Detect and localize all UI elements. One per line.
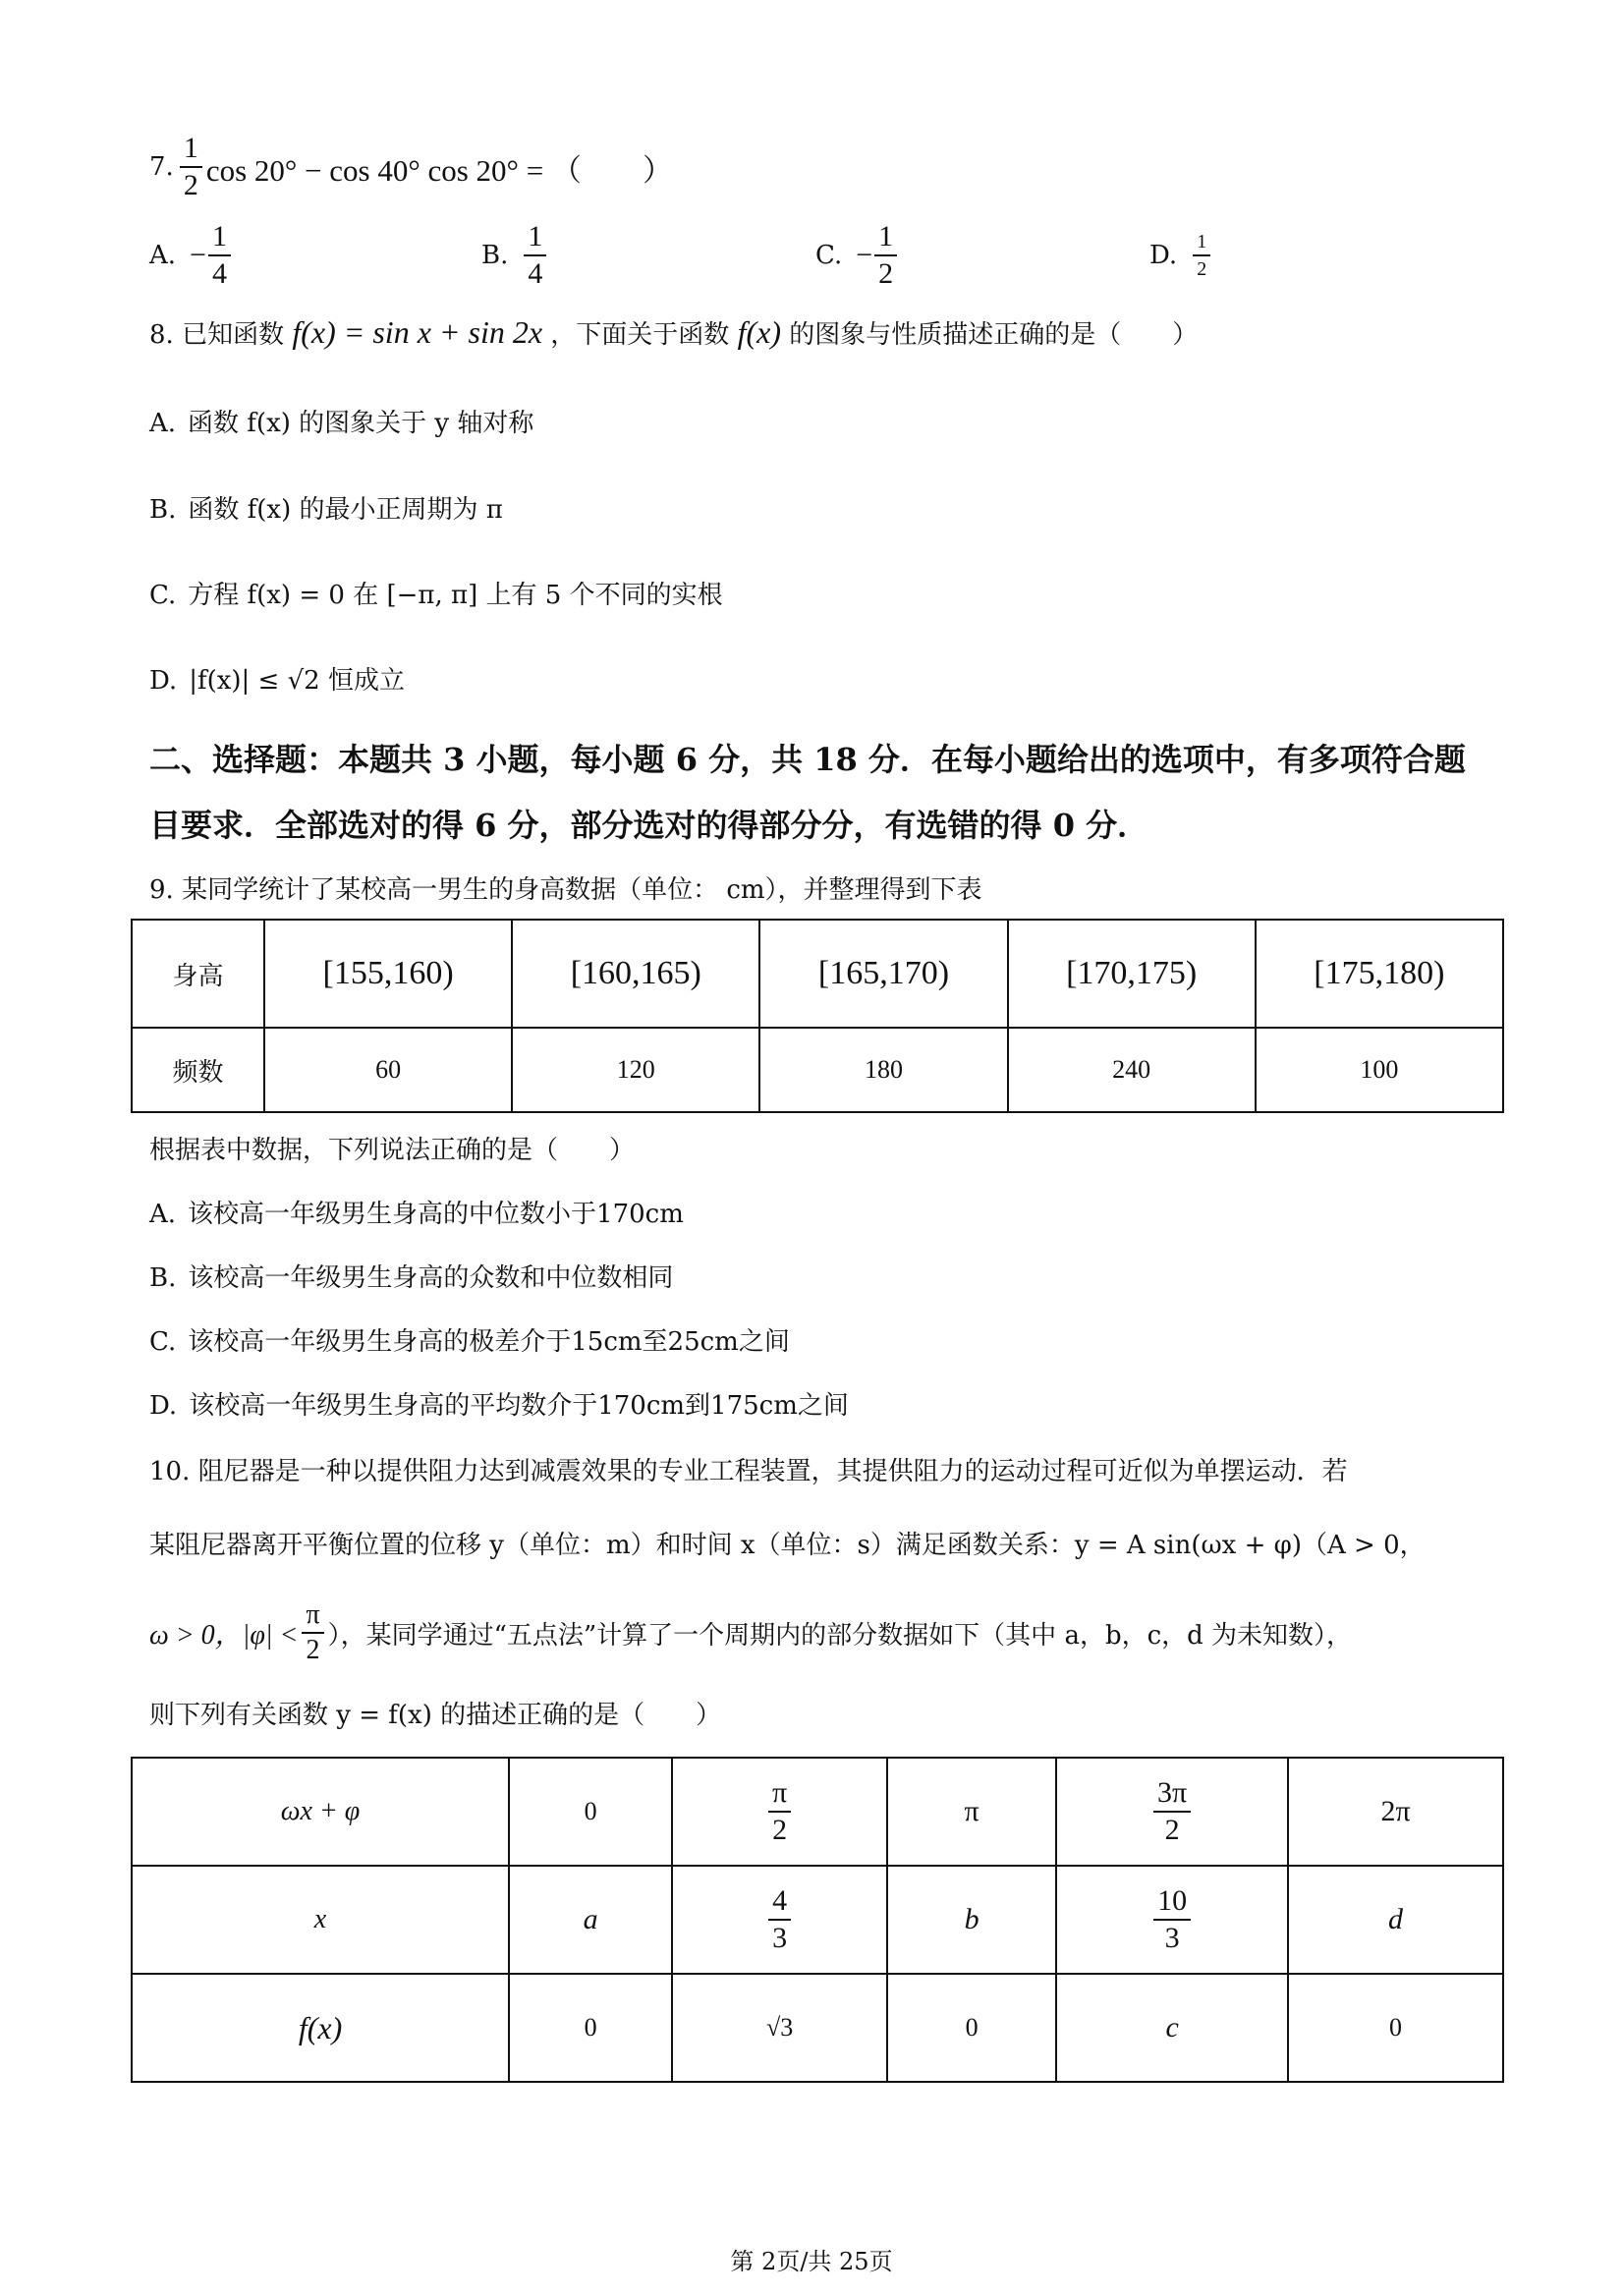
q9-table (131, 919, 1504, 1113)
q10-cell (509, 1974, 672, 2082)
q10-cell (672, 1866, 887, 1974)
q10-cell-value: 0 (1389, 2013, 1403, 2042)
q10-cell-num: 3π (1153, 1778, 1191, 1813)
q10-cell-value: π (964, 1795, 979, 1827)
q10-row-x (132, 1866, 1503, 1974)
q9-question: 根据表中数据，下列说法正确的是（ ） (149, 1136, 636, 1165)
q7-option (481, 211, 546, 300)
q10-cell-fraction (768, 1778, 791, 1845)
q10-cell-value: 0 (584, 1797, 597, 1825)
q10-header-x: x (132, 1866, 509, 1974)
q8-stem-math: f(x) = sin x + sin 2x (292, 314, 543, 350)
q10-header-fx: f(x) (132, 1974, 509, 2082)
option-label: A. (149, 241, 177, 270)
q10-cell (1056, 1758, 1288, 1866)
option-fraction (874, 222, 897, 289)
q9-option (149, 1258, 673, 1294)
option-label: C. (149, 581, 177, 610)
option-fraction (524, 222, 546, 289)
option-frac-den: 4 (528, 257, 543, 290)
option-label: C. (149, 1327, 177, 1357)
q7-frac-num: 1 (180, 134, 202, 168)
q7-number: 7. (149, 152, 174, 182)
section2-line2: 目要求．全部选对的得 6 分，部分选对的得部分分，有选错的得 0 分． (149, 807, 1149, 844)
q10-line3-b: ），某同学通过“五点法”计算了一个周期内的部分数据如下（其中 a，b，c，d 为未知数）， (327, 1620, 1353, 1651)
q9-table-header-height: 身高 (132, 920, 264, 1028)
option-fraction (1193, 232, 1210, 279)
q10-cell (887, 1866, 1056, 1974)
q10-line3 (149, 1594, 1352, 1672)
q9-interval: [155,160) (264, 920, 512, 1028)
q10-cell-fraction (1153, 1778, 1191, 1845)
option-fraction (208, 222, 231, 289)
option-text: 方程 f(x) = 0 在 [−π, π] 上有 5 个不同的实根 (188, 581, 723, 610)
q9-interval: [165,170) (759, 920, 1007, 1028)
q10-line2: 某阻尼器离开平衡位置的位移 y（单位：m）和时间 x（单位：s）满足函数关系：y = A sin(ωx + φ)（A > 0， (149, 1531, 1426, 1560)
q10-pi-over-2 (302, 1601, 323, 1664)
option-label: D. (149, 1391, 178, 1421)
q8-stem-math2: f(x) (737, 314, 781, 350)
q10-line3-a: ω > 0，|φ| < (149, 1620, 299, 1651)
q8-stem-c: 的图象与性质描述正确的是（ ） (789, 320, 1199, 350)
q10-cell (1056, 1974, 1288, 2082)
q9-interval: [160,165) (512, 920, 759, 1028)
option-sign: − (856, 239, 873, 271)
q8-option (149, 403, 533, 439)
q7-option (815, 211, 897, 300)
q10-cell-fraction (768, 1886, 791, 1953)
q10-cell-value: b (964, 1903, 979, 1935)
q9-option (149, 1194, 684, 1230)
q10-cell-den: 2 (772, 1814, 788, 1846)
option-label: A. (149, 409, 177, 438)
option-label: B. (149, 1263, 177, 1293)
q8-option (149, 660, 405, 697)
q10-cell-value: c (1165, 2011, 1179, 2044)
q9-option (149, 1321, 790, 1358)
q8-stem (149, 314, 1198, 351)
q9-stem: 9. 某同学统计了某校高一男生的身高数据（单位： cm），并整理得到下表 (149, 875, 982, 905)
q10-line4: 则下列有关函数 y = f(x) 的描述正确的是（ ） (149, 1701, 722, 1730)
q10-cell-value: √3 (765, 2013, 794, 2042)
q9-option (149, 1385, 849, 1422)
q7-stem (149, 128, 673, 206)
option-text: 该校高一年级男生身高的极差介于15cm至25cm之间 (188, 1327, 790, 1357)
q7-option (1149, 211, 1210, 300)
q9-count: 120 (512, 1028, 759, 1112)
q10-cell (1288, 1974, 1503, 2082)
option-frac-den: 4 (211, 257, 227, 290)
option-label: B. (149, 495, 177, 525)
q10-cell-fraction (1153, 1886, 1191, 1953)
q7-option (149, 211, 231, 300)
q10-cell-num: 10 (1153, 1886, 1191, 1921)
q10-header-phase: ωx + φ (132, 1758, 509, 1866)
q10-cell (1056, 1866, 1288, 1974)
q10-cell-num: π (768, 1778, 791, 1813)
q10-cell (672, 1974, 887, 2082)
section2-line1: 二、选择题：本题共 3 小题，每小题 6 分，共 18 分．在每小题给出的选项中，有多项符合题 (149, 741, 1466, 778)
option-frac-den: 2 (878, 257, 894, 290)
option-frac-num: 1 (208, 222, 231, 256)
option-sign: − (190, 239, 206, 271)
q9-count: 100 (1256, 1028, 1503, 1112)
q10-row-phase (132, 1758, 1503, 1866)
option-label: B. (481, 241, 509, 270)
q10-cell-den: 3 (1164, 1922, 1180, 1954)
q10-cell-den: 3 (772, 1922, 788, 1954)
q10-cell (1288, 1758, 1503, 1866)
q10-cell-value: d (1388, 1903, 1404, 1935)
option-frac-num: 1 (1193, 232, 1210, 256)
q7-frac-den: 2 (183, 169, 198, 201)
q9-count: 240 (1008, 1028, 1256, 1112)
option-text: 函数 f(x) 的图象关于 y 轴对称 (188, 409, 534, 438)
q8-stem-b: ，下面关于函数 (550, 320, 730, 350)
q10-cell-value: 0 (584, 2013, 597, 2042)
option-text: |f(x)| ≤ √2 恒成立 (189, 666, 405, 696)
option-label: C. (815, 241, 843, 270)
option-label: A. (149, 1200, 177, 1229)
q10-cell (509, 1758, 672, 1866)
q10-cell-den: 2 (1164, 1814, 1180, 1846)
q9-count: 180 (759, 1028, 1007, 1112)
q10-cell (1288, 1866, 1503, 1974)
q10-line1: 10. 阻尼器是一种以提供阻力达到减震效果的专业工程装置，其提供阻力的运动过程可近似为单摆运动．若 (149, 1457, 1348, 1486)
q10-frac-den: 2 (306, 1635, 320, 1665)
option-text: 函数 f(x) 的最小正周期为 π (188, 495, 503, 525)
option-label: D. (1149, 241, 1178, 270)
q8-stem-a: 8. 已知函数 (149, 320, 285, 350)
option-text: 该校高一年级男生身高的众数和中位数相同 (188, 1263, 674, 1293)
q9-interval: [170,175) (1008, 920, 1256, 1028)
option-frac-num: 1 (874, 222, 897, 256)
q10-cell-value: 2π (1380, 1795, 1411, 1827)
option-text: 该校高一年级男生身高的平均数介于170cm到175cm之间 (189, 1391, 849, 1421)
q10-frac-num: π (302, 1601, 323, 1634)
option-frac-den: 2 (1197, 258, 1207, 280)
q9-table-header-frequency: 频数 (132, 1028, 264, 1112)
q7-fraction (180, 134, 202, 200)
q10-cell (672, 1758, 887, 1866)
option-text: 该校高一年级男生身高的中位数小于170cm (188, 1200, 684, 1229)
q8-option (149, 575, 723, 611)
q9-interval: [175,180) (1256, 920, 1503, 1028)
page-footer: 第 2页/共 25页 (730, 2248, 893, 2275)
q10-table (131, 1757, 1504, 2083)
q9-count: 60 (264, 1028, 512, 1112)
option-label: D. (149, 666, 178, 696)
q10-cell (887, 1974, 1056, 2082)
q8-option (149, 489, 503, 526)
q10-cell-value: a (583, 1903, 598, 1935)
q10-row-fx (132, 1974, 1503, 2082)
q10-cell (509, 1866, 672, 1974)
q10-cell (887, 1758, 1056, 1866)
q10-cell-value: 0 (965, 2013, 979, 2042)
option-frac-num: 1 (524, 222, 546, 256)
q7-expression: cos 20° − cos 40° cos 20° = （ ） (205, 152, 673, 188)
q10-cell-num: 4 (768, 1886, 791, 1921)
